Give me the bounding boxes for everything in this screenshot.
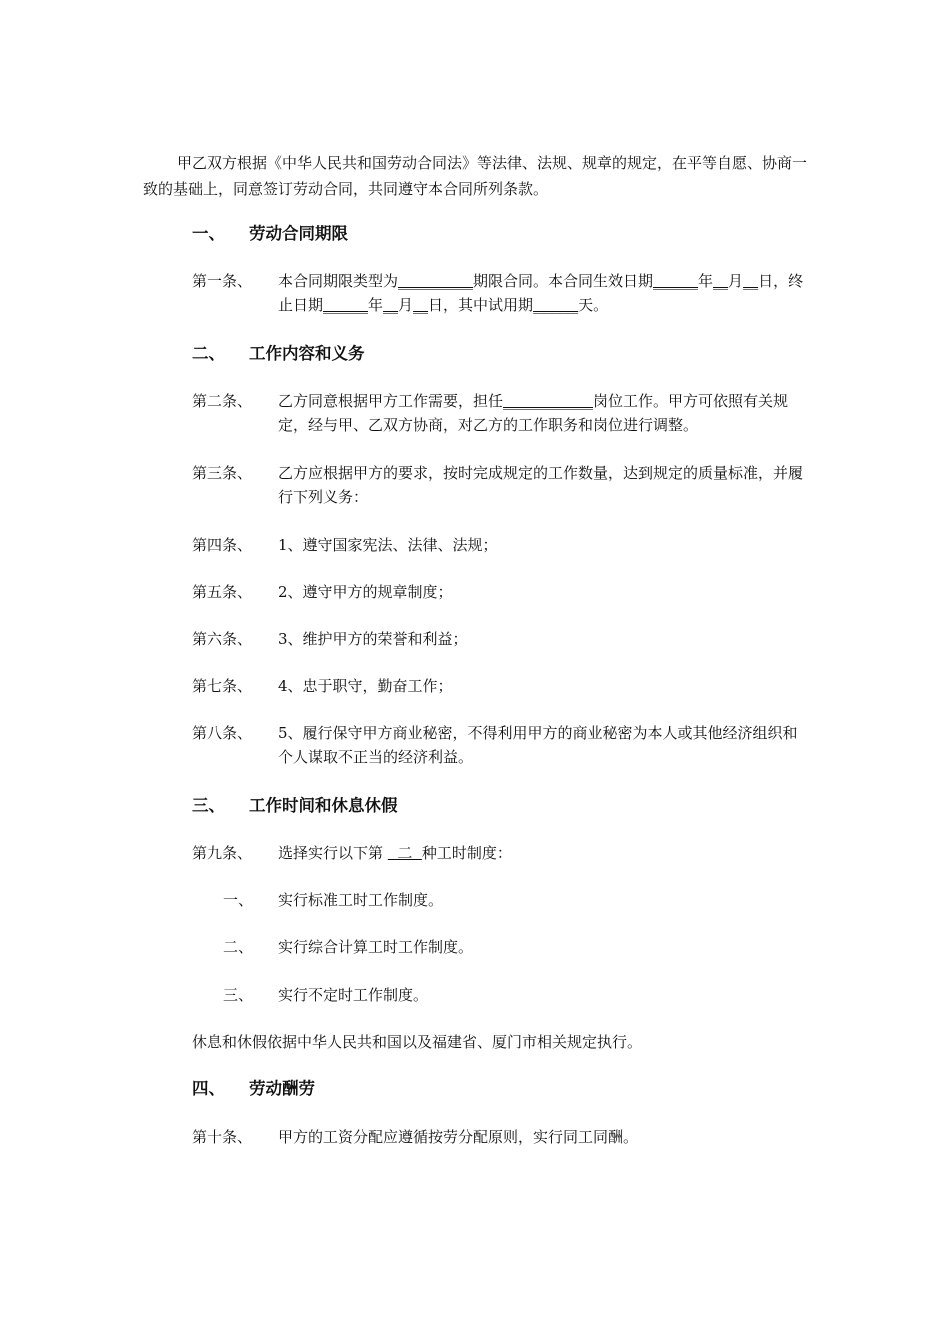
article-body: 乙方应根据甲方的要求，按时完成规定的工作数量，达到规定的质量标准，并履行下列义务：: [278, 464, 804, 506]
article-body: 1、遵守国家宪法、法律、法规；: [278, 536, 498, 554]
article-5: [192, 580, 810, 604]
article-body: 选择实行以下第 二 种工时制度：: [278, 844, 512, 862]
choice-field[interactable]: 二: [387, 844, 422, 862]
blank-field[interactable]: __: [743, 272, 759, 290]
blank-field[interactable]: __: [713, 272, 729, 290]
article-9: [192, 841, 810, 865]
section-heading-1: [192, 222, 348, 246]
article-2: [192, 389, 810, 437]
article-6: [192, 627, 810, 651]
option-text: 实行不定时工作制度。: [278, 986, 429, 1004]
article-1: [192, 269, 810, 317]
blank-field[interactable]: __: [383, 296, 399, 314]
option-item: [223, 935, 473, 959]
article-label: 第九条、: [192, 844, 253, 862]
section-number: 四、: [192, 1079, 225, 1098]
blank-field[interactable]: __________: [398, 272, 474, 290]
rest-note: 休息和休假依据中华人民共和国以及福建省、厦门市相关规定执行。: [192, 1033, 643, 1051]
section-heading-3: [192, 794, 398, 818]
article-7: [192, 674, 810, 698]
article-body: 甲方的工资分配应遵循按劳分配原则，实行同工同酬。: [278, 1128, 639, 1146]
article-3: [192, 461, 810, 509]
option-item: [223, 983, 428, 1007]
option-text: 实行综合计算工时工作制度。: [278, 938, 474, 956]
article-body: 3、维护甲方的荣誉和利益；: [278, 630, 468, 648]
blank-field[interactable]: ______: [653, 272, 699, 290]
article-label: 第一条、: [192, 272, 253, 290]
article-label: 第六条、: [192, 630, 253, 648]
option-text: 实行标准工时工作制度。: [278, 891, 444, 909]
section-number: 二、: [192, 344, 225, 363]
blank-field[interactable]: ______: [323, 296, 369, 314]
section-number: 一、: [192, 224, 225, 243]
option-item: [223, 888, 443, 912]
option-label: 二、: [223, 938, 254, 956]
article-body: 本合同期限类型为__________期限合同。本合同生效日期______年__月__日，终止日期______年__月__日，其中试用期______天。: [278, 272, 804, 314]
option-label: 一、: [223, 891, 254, 909]
section-title: 工作时间和休息休假: [249, 796, 398, 815]
article-10: [192, 1125, 810, 1149]
article-label: 第三条、: [192, 464, 253, 482]
blank-field[interactable]: ______: [533, 296, 579, 314]
article-4: [192, 533, 810, 557]
article-label: 第七条、: [192, 677, 253, 695]
section-title: 劳动合同期限: [249, 224, 348, 243]
blank-field[interactable]: __: [413, 296, 429, 314]
article-label: 第二条、: [192, 392, 253, 410]
article-body: 2、遵守甲方的规章制度；: [278, 583, 453, 601]
section-heading-4: [192, 1077, 315, 1101]
article-body: 4、忠于职守，勤奋工作；: [278, 677, 453, 695]
section-heading-2: [192, 342, 365, 366]
intro-paragraph: 甲乙双方根据《中华人民共和国劳动合同法》等法律、法规、规章的规定，在平等自愿、协商一致的基础上，同意签订劳动合同，共同遵守本合同所列条款。: [143, 154, 808, 198]
section-title: 工作内容和义务: [249, 344, 365, 363]
option-label: 三、: [223, 986, 254, 1004]
article-label: 第十条、: [192, 1128, 253, 1146]
article-body: 乙方同意根据甲方工作需要，担任____________岗位工作。甲方可依照有关规定，经与甲、乙双方协商，对乙方的工作职务和岗位进行调整。: [278, 392, 789, 434]
section-title: 劳动酬劳: [249, 1079, 315, 1098]
article-body: 5、履行保守甲方商业秘密，不得利用甲方的商业秘密为本人或其他经济组织和个人谋取不正当的经济利益。: [278, 724, 798, 766]
blank-field[interactable]: ____________: [503, 392, 594, 410]
article-label: 第八条、: [192, 724, 253, 742]
section-number: 三、: [192, 796, 225, 815]
article-8: [192, 721, 810, 769]
article-label: 第四条、: [192, 536, 253, 554]
article-label: 第五条、: [192, 583, 253, 601]
